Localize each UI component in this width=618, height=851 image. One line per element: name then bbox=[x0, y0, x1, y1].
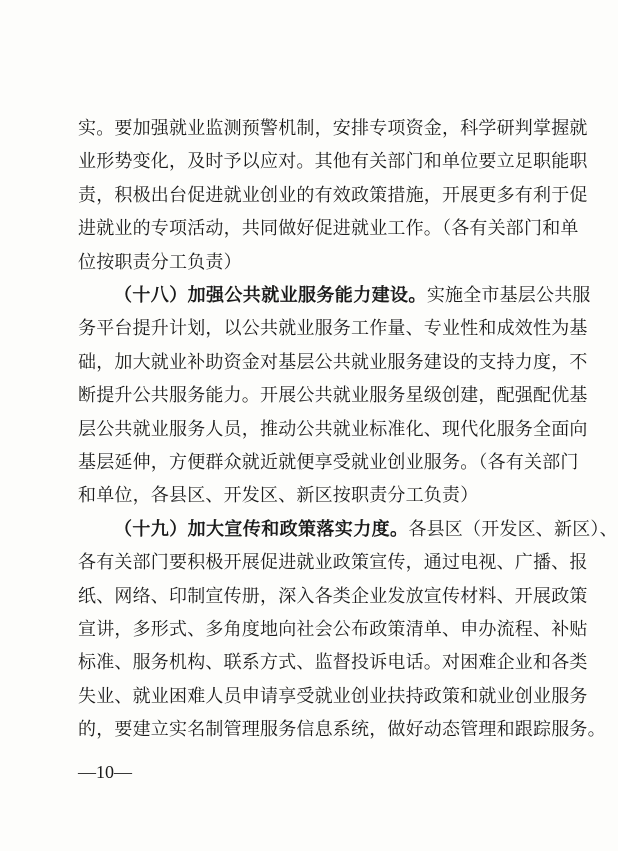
page-number: —10— bbox=[78, 761, 132, 782]
text-line: 责，积极出台促进就业创业的有效政策措施，开展更多有利于促 bbox=[78, 184, 588, 206]
text-line: 基层延伸，方便群众就近就便享受就业创业服务。（各有关部门 bbox=[78, 452, 579, 473]
text-line: 实。要加强就业监测预警机制，安排专项资金，科学研判掌握就 bbox=[78, 118, 588, 139]
item-18-first-line bbox=[114, 285, 591, 307]
text-line: 失业、就业困难人员申请享受就业创业扶持政策和就业创业服务 bbox=[78, 685, 588, 707]
text-line: 和单位，各县区、开发区、新区按职责分工负责） bbox=[78, 485, 479, 507]
item-18-heading: （十八）加强公共就业服务能力建设。 bbox=[114, 285, 427, 306]
item-18-first-text: 实施全市基层公共服 bbox=[426, 285, 591, 306]
text-line: 的，要建立实名制管理服务信息系统，做好动态管理和跟踪服务。 bbox=[78, 719, 606, 741]
text-line: 础，加大就业补助资金对基层公共就业服务建设的支持力度，不 bbox=[78, 351, 588, 373]
item-19-first-text: 各县区（开发区、新区）、 bbox=[408, 518, 618, 540]
text-line: 各有关部门要积极开展促进就业政策宣传，通过电视、广播、报 bbox=[78, 552, 588, 574]
text-line: 纸、网络、印制宣传册，深入各类企业发放宣传材料、开展政策 bbox=[78, 585, 588, 607]
text-line: 层公共就业服务人员，推动公共就业标准化、现代化服务全面向 bbox=[78, 418, 588, 440]
text-line: 进就业的专项活动，共同做好促进就业工作。（各有关部门和单 bbox=[78, 218, 579, 240]
text-line: 位按职责分工负责） bbox=[78, 251, 242, 273]
text-line: 标准、服务机构、联系方式、监督投诉电话。对困难企业和各类 bbox=[78, 652, 588, 674]
text-line: 宣讲，多形式、多角度地向社会公布政策清单、申办流程、补贴 bbox=[78, 619, 588, 640]
item-19-first-line bbox=[114, 518, 618, 541]
text-line: 务平台提升计划，以公共就业服务工作量、专业性和成效性为基 bbox=[78, 318, 588, 340]
text-line: 断提升公共服务能力。开展公共就业服务星级创建，配强配优基 bbox=[78, 385, 588, 407]
text-line: 业形势变化，及时予以应对。其他有关部门和单位要立足职能职 bbox=[78, 151, 588, 173]
item-19-heading: （十九）加大宣传和政策落实力度。 bbox=[114, 518, 409, 540]
